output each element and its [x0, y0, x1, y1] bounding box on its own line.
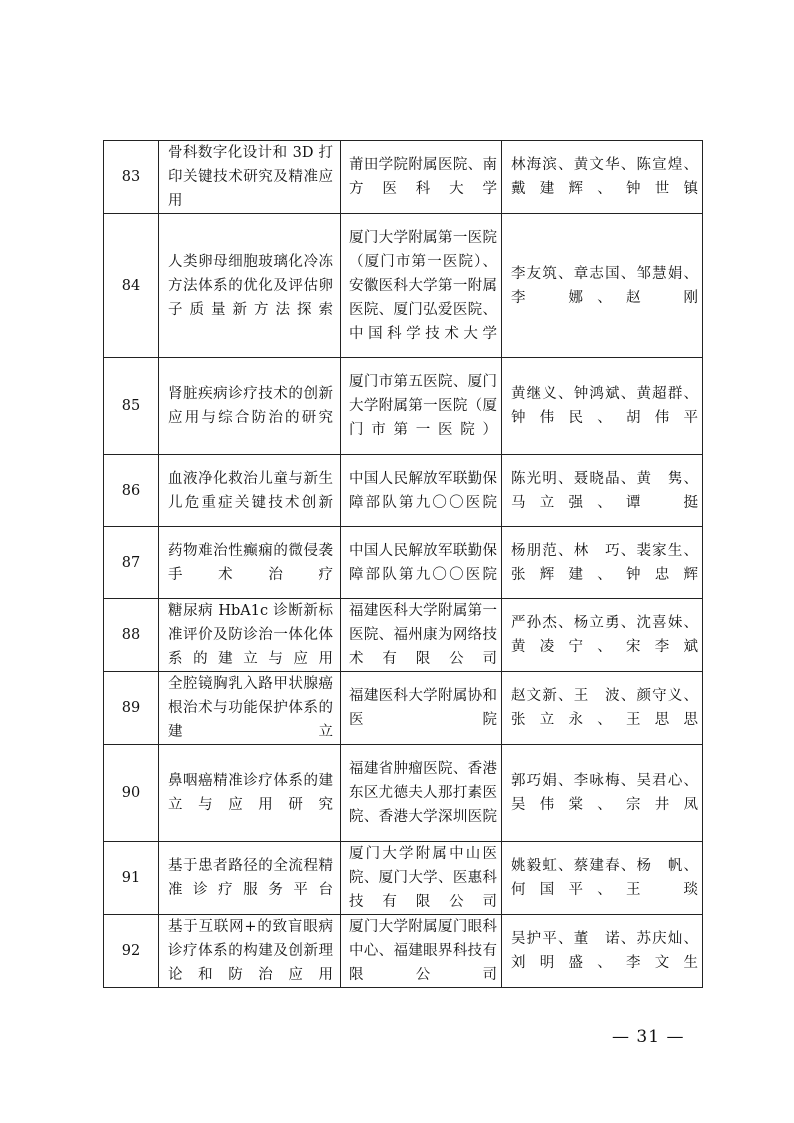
completing-units: 厦门市第五医院、厦门大学附属第一医院（厦门市第一医院）	[341, 358, 502, 455]
table-row	[104, 672, 703, 745]
completing-people: 杨朋范、林 巧、裴家生、张辉建、钟忠辉	[502, 527, 703, 599]
table-row	[104, 915, 703, 988]
completing-units: 福建医科大学附属协和医院	[341, 672, 502, 745]
project-name: 基于患者路径的全流程精准诊疗服务平台	[159, 842, 341, 915]
project-name: 鼻咽癌精准诊疗体系的建立与应用研究	[159, 745, 341, 842]
project-name: 血液净化救治儿童与新生儿危重症关键技术创新	[159, 455, 341, 527]
completing-people: 赵文新、王 波、颜守义、张立永、王思思	[502, 672, 703, 745]
row-number: 83	[104, 141, 159, 214]
row-number: 89	[104, 672, 159, 745]
row-number: 88	[104, 599, 159, 672]
table-row	[104, 455, 703, 527]
page-number: — 31 —	[612, 1027, 685, 1047]
project-name: 全腔镜胸乳入路甲状腺癌根治术与功能保护体系的建立	[159, 672, 341, 745]
table-row	[104, 842, 703, 915]
completing-units: 福建省肿瘤医院、香港东区尤德夫人那打素医院、香港大学深圳医院	[341, 745, 502, 842]
project-name: 药物难治性癫痫的微侵袭手术治疗	[159, 527, 341, 599]
completing-units: 厦门大学附属中山医院、厦门大学、医惠科技有限公司	[341, 842, 502, 915]
project-name: 糖尿病 HbA1c 诊断新标准评价及防诊治一体化体系的建立与应用	[159, 599, 341, 672]
row-number: 85	[104, 358, 159, 455]
row-number: 86	[104, 455, 159, 527]
row-number: 90	[104, 745, 159, 842]
table-row	[104, 599, 703, 672]
table-row	[104, 214, 703, 358]
completing-people: 姚毅虹、蔡建春、杨 帆、何国平、王 琰	[502, 842, 703, 915]
table-row	[104, 527, 703, 599]
completing-people: 黄继义、钟鸿斌、黄超群、钟伟民、胡伟平	[502, 358, 703, 455]
completing-people: 严孙杰、杨立勇、沈喜妹、黄凌宁、宋李斌	[502, 599, 703, 672]
completing-units: 厦门大学附属第一医院（厦门市第一医院）、安徽医科大学第一附属医院、厦门弘爱医院、中国科学技术大学	[341, 214, 502, 358]
project-name: 骨科数字化设计和 3D 打印关键技术研究及精准应用	[159, 141, 341, 214]
completing-people: 李友筑、章志国、邹慧娟、李 娜、赵 刚	[502, 214, 703, 358]
project-name: 肾脏疾病诊疗技术的创新应用与综合防治的研究	[159, 358, 341, 455]
row-number: 87	[104, 527, 159, 599]
completing-people: 吴护平、董 诺、苏庆灿、刘明盛、李文生	[502, 915, 703, 988]
completing-people: 陈光明、聂晓晶、黄 隽、马立强、谭 挺	[502, 455, 703, 527]
table-row	[104, 141, 703, 214]
completing-units: 厦门大学附属厦门眼科中心、福建眼界科技有限公司	[341, 915, 502, 988]
completing-units: 中国人民解放军联勤保障部队第九〇〇医院	[341, 455, 502, 527]
project-name: 人类卵母细胞玻璃化冷冻方法体系的优化及评估卵子质量新方法探索	[159, 214, 341, 358]
awards-table	[103, 140, 703, 988]
row-number: 92	[104, 915, 159, 988]
completing-people: 林海滨、黄文华、陈宣煌、戴建辉、钟世镇	[502, 141, 703, 214]
project-name: 基于互联网+的致盲眼病诊疗体系的构建及创新理论和防治应用	[159, 915, 341, 988]
row-number: 91	[104, 842, 159, 915]
completing-people: 郭巧娟、李咏梅、吴君心、吴伟棠、宗井凤	[502, 745, 703, 842]
completing-units: 中国人民解放军联勤保障部队第九〇〇医院	[341, 527, 502, 599]
row-number: 84	[104, 214, 159, 358]
table-row	[104, 358, 703, 455]
completing-units: 莆田学院附属医院、南方医科大学	[341, 141, 502, 214]
table-row	[104, 745, 703, 842]
completing-units: 福建医科大学附属第一医院、福州康为网络技术有限公司	[341, 599, 502, 672]
